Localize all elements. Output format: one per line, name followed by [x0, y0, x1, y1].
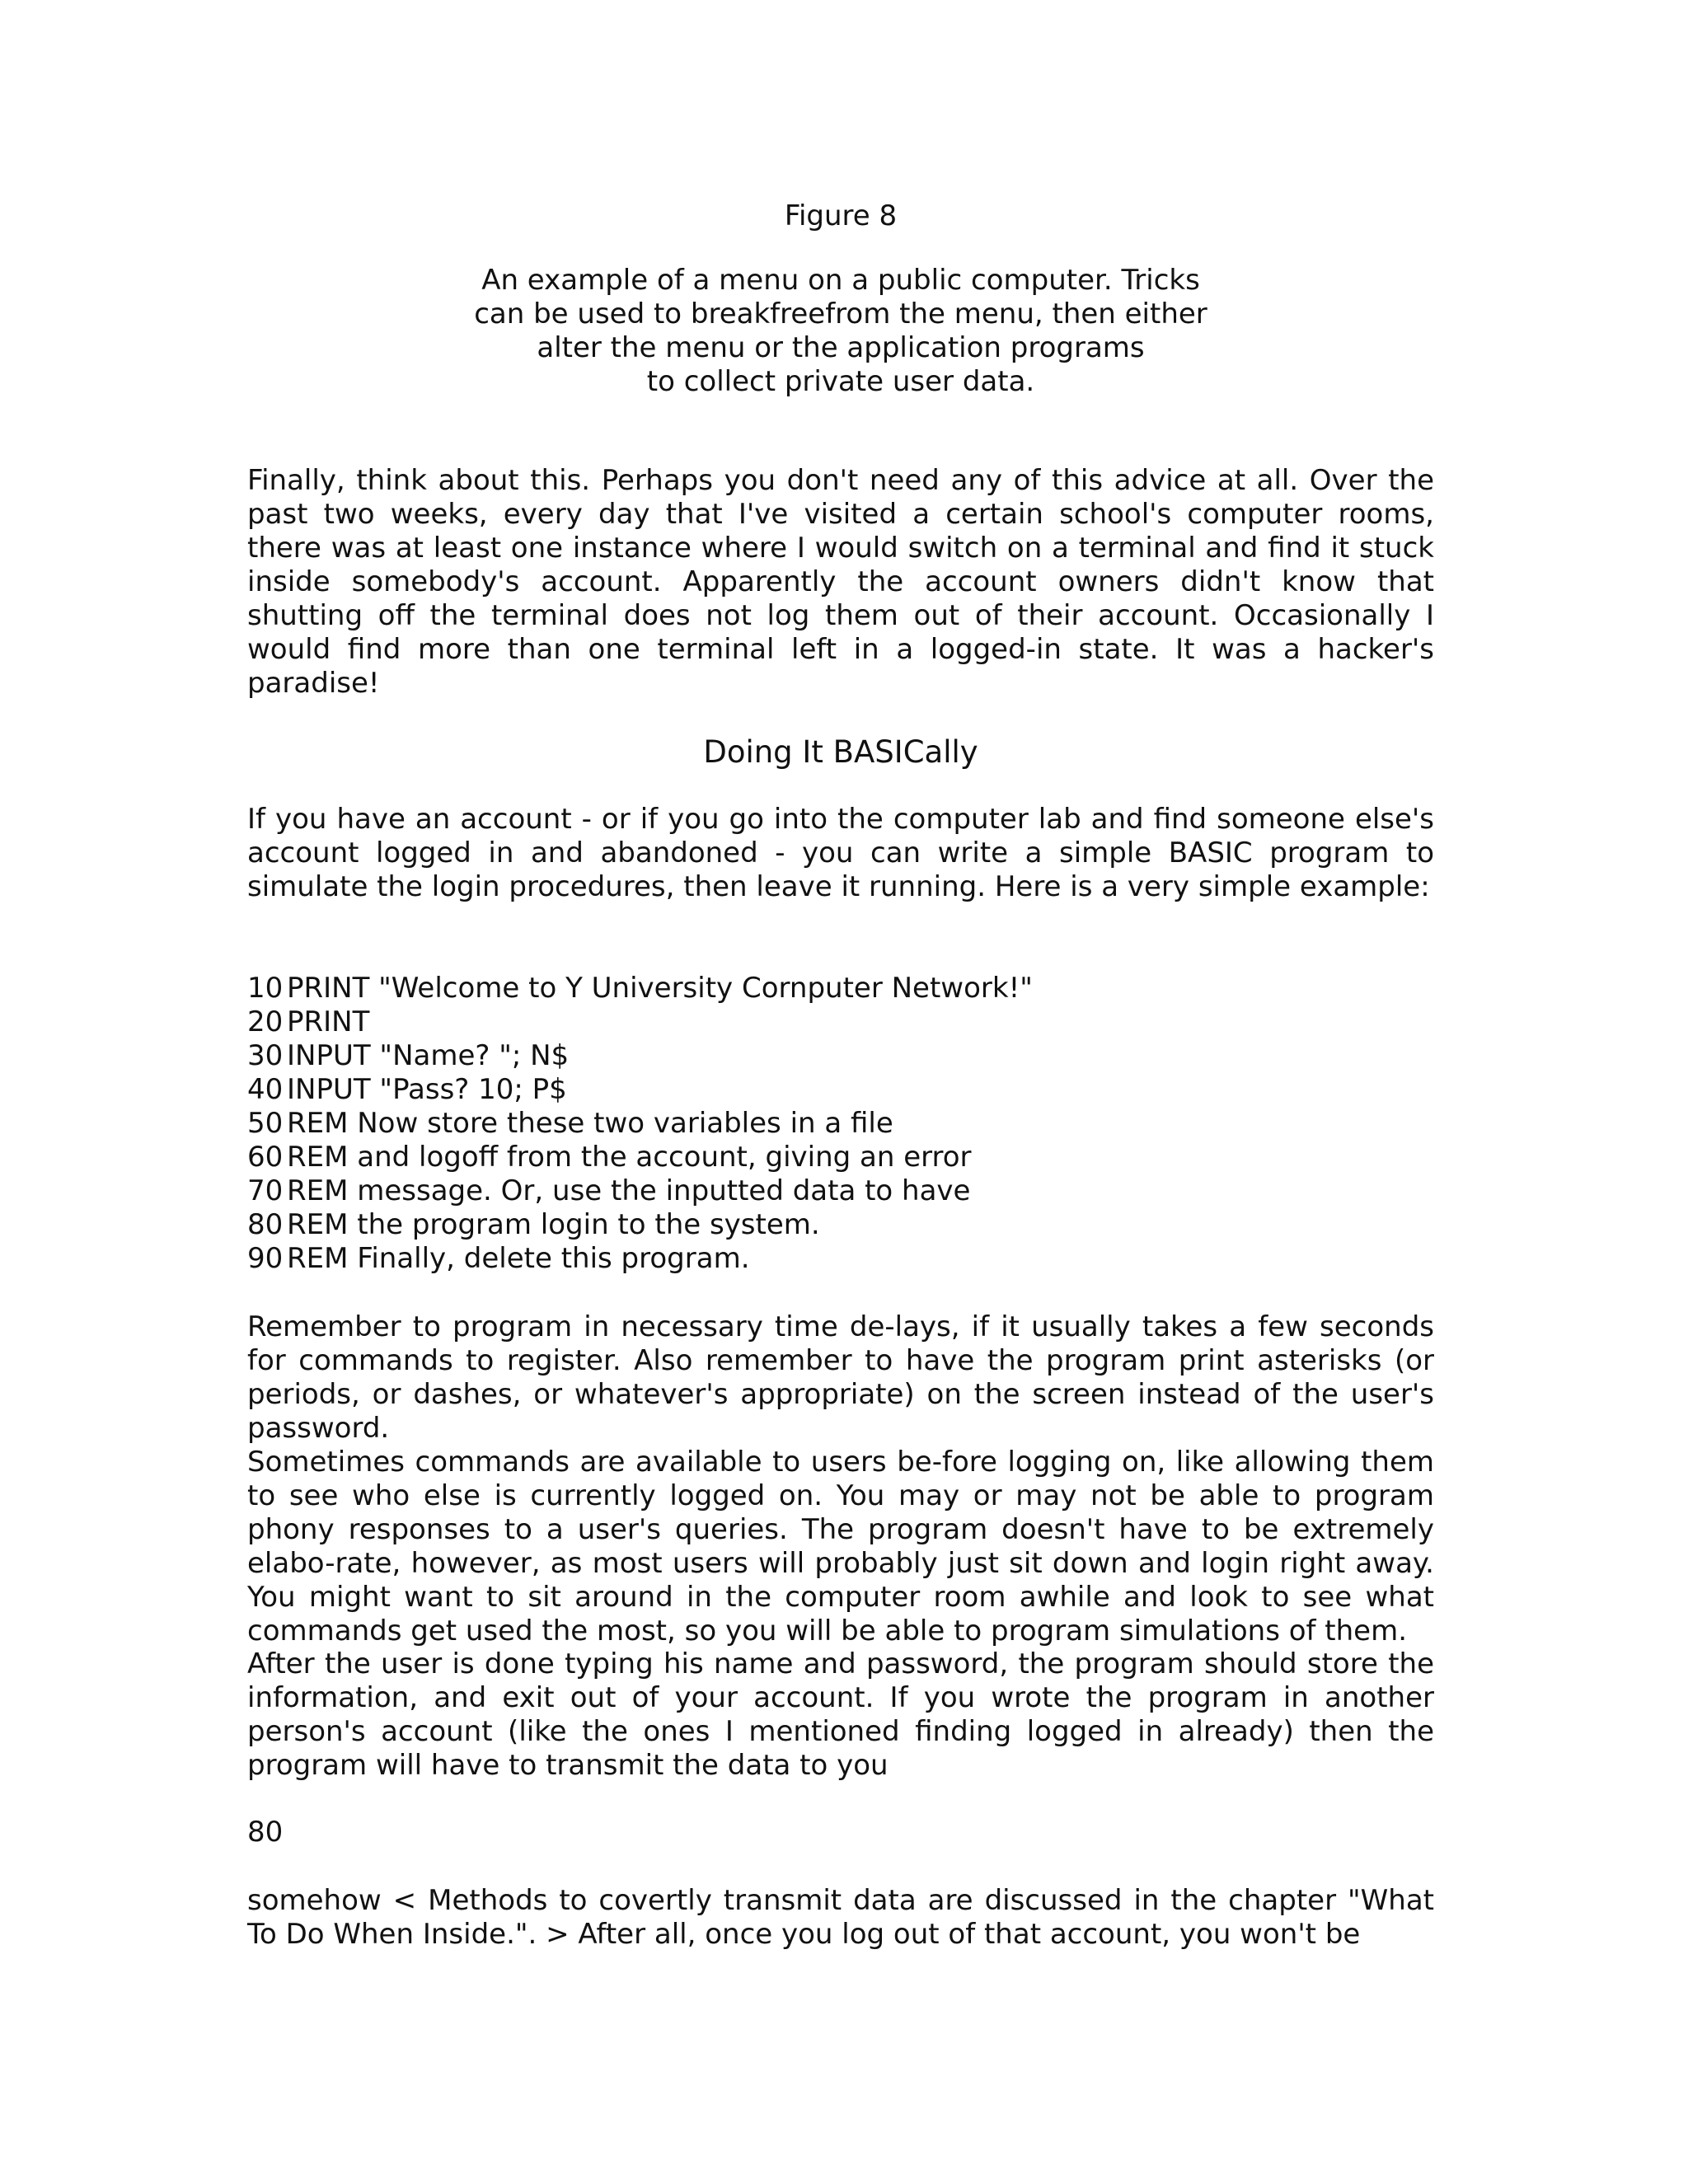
paragraph-continued: somehow < Methods to covertly transmit data are discussed in the chapter "What To Do When Inside.". > After all, once you log out of that account, you won't be — [247, 1884, 1434, 1951]
code-text: PRINT — [287, 1005, 370, 1038]
code-text: REM and logoff from the account, giving an error — [287, 1141, 972, 1174]
code-text: PRINT "Welcome to Y University Cornputer Network!" — [287, 972, 1033, 1005]
code-line — [247, 1073, 1434, 1107]
line-number: 40 — [247, 1073, 284, 1106]
caption-line: to collect private user data. — [646, 365, 1035, 398]
code-text: REM message. Or, use the inputted data to have — [287, 1174, 971, 1207]
code-line — [247, 1174, 1434, 1208]
code-line — [247, 972, 1434, 1005]
line-number: 10 — [247, 972, 284, 1005]
paragraph-finally: Finally, think about this. Perhaps you don't need any of this advice at all. Over the past two weeks, every day that I've visited a certain school's computer rooms, there was at least one instance where I would switch on a terminal and find it stuck inside somebody's account. Apparently the account owners didn't know that shutting off the terminal does not log them out of their account. Occasionally I would find more than one terminal left in a logged-in state. It was a hacker's paradise! — [247, 464, 1434, 700]
line-number: 70 — [247, 1174, 284, 1207]
code-text: REM the program login to the system. — [287, 1208, 820, 1241]
line-number: 80 — [247, 1208, 284, 1241]
paragraph-intro: If you have an account - or if you go into the computer lab and find someone else's account logged in and abandoned - you can write a simple BASIC program to simulate the login procedures, then leave it running. Here is a very simple example: — [247, 803, 1434, 903]
code-text: INPUT "Pass? 10; P$ — [287, 1073, 567, 1106]
code-line — [247, 1208, 1434, 1242]
caption-line: alter the menu or the application programs — [537, 331, 1145, 364]
page-number: 80 — [247, 1816, 284, 1849]
line-number: 20 — [247, 1005, 284, 1038]
figure-title: Figure 8 — [784, 199, 898, 232]
code-text: INPUT "Name? "; N$ — [287, 1039, 570, 1072]
figure-caption — [247, 264, 1434, 399]
paragraph-store-info: After the user is done typing his name and password, the program should store the information, and exit out of your account. If you wrote the program in another person's account (like the ones I mentioned finding logged in already) then the program will have to transmit the data to you — [247, 1647, 1434, 1782]
line-number: 30 — [247, 1039, 284, 1072]
code-text: REM Now store these two variables in a file — [287, 1107, 893, 1140]
code-line — [247, 1005, 1434, 1039]
paragraph-time-delays: Remember to program in necessary time de-lays, if it usually takes a few seconds for commands to register. Also remember to have the program print asterisks (or periods, or dashes, or whatever's appropriate) on the screen instead of the user's password. — [247, 1310, 1434, 1445]
line-number: 90 — [247, 1242, 284, 1275]
line-number: 60 — [247, 1141, 284, 1174]
basic-code-listing — [247, 972, 1434, 1276]
code-line — [247, 1039, 1434, 1073]
code-line — [247, 1242, 1434, 1276]
code-line — [247, 1141, 1434, 1174]
section-heading: Doing It BASICally — [703, 734, 978, 770]
paragraph-commands: Sometimes commands are available to users be-fore logging on, like allowing them to see who else is currently logged on. You may or may not be able to program phony responses to a user's queries. The program doesn't have to be extremely elabo-rate, however, as most users will probably just sit down and login right away. You might want to sit around in the computer room awhile and look to see what commands get used the most, so you will be able to program simulations of them. — [247, 1446, 1434, 1647]
line-number: 50 — [247, 1107, 284, 1140]
caption-line: An example of a menu on a public computer. Tricks — [481, 264, 1200, 297]
code-line — [247, 1107, 1434, 1141]
code-text: REM Finally, delete this program. — [287, 1242, 750, 1275]
caption-line: can be used to breakfreefrom the menu, then either — [474, 298, 1207, 330]
